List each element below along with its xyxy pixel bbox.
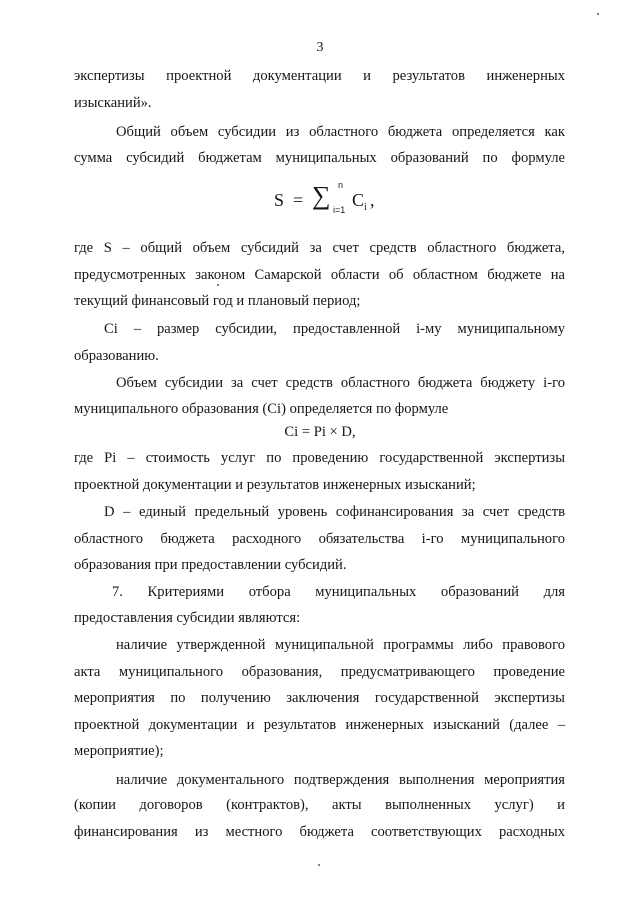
- text-line: экспертизы проектной документации и результатов инженерных: [74, 68, 565, 84]
- sigma-symbol: ∑: [312, 181, 331, 210]
- formula-term: C: [352, 190, 365, 210]
- text-line: предусмотренных законом Самарской области об областном бюджете на: [74, 267, 565, 283]
- formula-comma: ,: [370, 190, 375, 210]
- text-line: мероприятия по получению заключения государственной экспертизы: [74, 690, 565, 706]
- text-line: акта муниципального образования, предусматривающего проведение: [74, 664, 565, 680]
- text-line: сумма субсидий бюджетам муниципальных образований по формуле: [74, 150, 565, 166]
- text-line: образования при предоставлении субсидий.: [74, 557, 347, 573]
- text-line: мероприятие);: [74, 743, 164, 759]
- text-line: (копии договоров (контрактов), акты выполненных услуг) и: [74, 797, 565, 813]
- text-line: изысканий».: [74, 95, 152, 111]
- text-line: областного бюджета расходного обязательства i-го муниципального: [74, 531, 565, 547]
- formula-subscript: i: [364, 202, 367, 213]
- text-line: проектной документации и результатов инженерных изысканий (далее –: [74, 717, 565, 733]
- text-line: где S – общий объем субсидий за счет средств областного бюджета,: [74, 240, 565, 256]
- text-line: муниципального образования (Ci) определяется по формуле: [74, 401, 449, 417]
- text-line: где Pi – стоимость услуг по проведению государственной экспертизы: [74, 450, 565, 466]
- text-line: Объем субсидии за счет средств областного бюджета бюджету i-го: [116, 375, 565, 391]
- text-line: текущий финансовый год и плановый период;: [74, 293, 361, 309]
- scan-speck: [318, 864, 320, 866]
- text-line: проектной документации и результатов инженерных изысканий;: [74, 477, 476, 493]
- sum-formula: [0, 180, 640, 220]
- text-line: Общий объем субсидии из областного бюджета определяется как: [116, 124, 565, 140]
- text-line: наличие документального подтверждения выполнения мероприятия: [116, 772, 565, 788]
- sum-upper-limit: n: [338, 180, 344, 190]
- text-line: Ci – размер субсидии, предоставленной i-му муниципальному: [104, 321, 565, 337]
- formula-equals: =: [293, 190, 304, 210]
- text-line: 7. Критериями отбора муниципальных образований для: [112, 584, 565, 600]
- formula-ci: Ci = Pi × D,: [284, 424, 356, 440]
- sum-lower-limit: i=1: [333, 205, 346, 215]
- text-line: образованию.: [74, 348, 159, 364]
- text-line: D – единый предельный уровень софинансирования за счет средств: [104, 504, 565, 520]
- scan-speck: [217, 284, 219, 286]
- text-line: финансирования из местного бюджета соответствующих расходных: [74, 824, 565, 840]
- page-number: 3: [316, 40, 324, 55]
- text-line: наличие утвержденной муниципальной программы либо правового: [116, 637, 565, 653]
- formula-lhs: S: [274, 190, 285, 210]
- text-line: предоставления субсидии являются:: [74, 610, 301, 626]
- scan-speck: [597, 13, 599, 15]
